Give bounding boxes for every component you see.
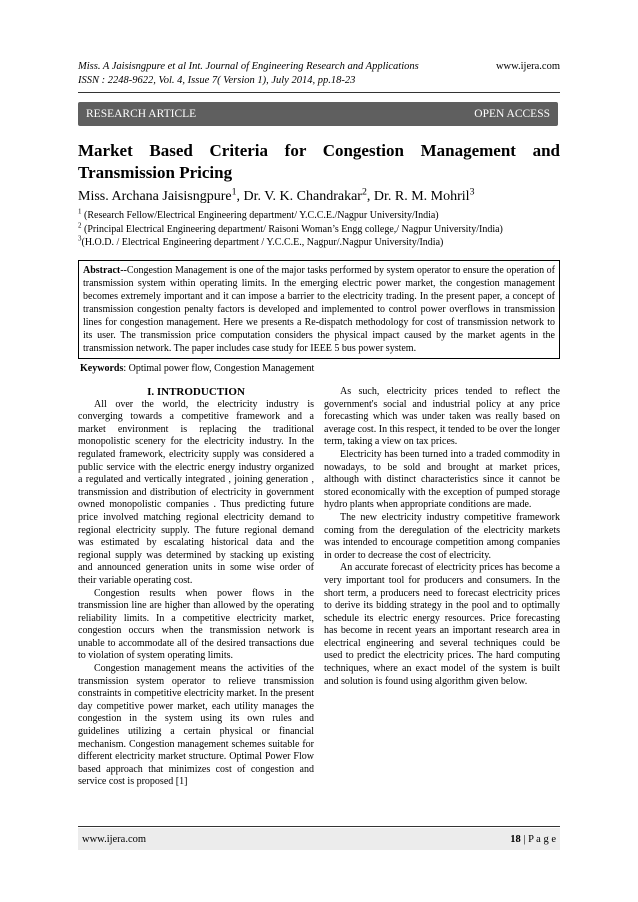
paper-title: Market Based Criteria for Congestion Management and Transmission Pricing bbox=[78, 141, 560, 182]
abstract-text: Congestion Management is one of the major tasks performed by system operator to ensure the operation of transmission system within operating limits. In the emerging electric power market, the congestion management becomes extremely important and it can impose a barrier to the electricity trading. In the present paper, a concept of transmission congestion penalty factors is developed and implemented to control power overflows in transmission lines for congestion management. Here we presents a Re-dispatch methodology for cost of transmission network to its user. The transmission price computation considers the physical impact caused by the market agents in the transmission network. The paper includes case study for IEEE 5 bus power system. bbox=[83, 265, 555, 354]
affiliation-3: $^3$(H.O.D. / Electrical Engineering department / Y.C.C.E., Nagpur/.Nagpur University/India) bbox=[78, 234, 444, 248]
header-website: www.ijera.com bbox=[495, 61, 560, 72]
page-footer bbox=[78, 828, 560, 850]
journal-citation bbox=[78, 60, 498, 88]
affiliations bbox=[78, 209, 560, 250]
research-article-label: RESEARCH ARTICLE bbox=[86, 108, 197, 120]
footer-website: www.ijera.com bbox=[82, 833, 147, 845]
journal-line-1: Miss. A Jaisisngpure et al Int. Journal of Engineering Research and Applications bbox=[78, 61, 419, 72]
abstract-box bbox=[78, 260, 560, 359]
left-column bbox=[78, 386, 314, 789]
author-list bbox=[78, 188, 560, 206]
affiliation-2: $^2$ (Principal Electrical Engineering department/ Raisoni Woman’s Engg college,/ Nagpur University/India) bbox=[78, 221, 503, 235]
keywords-text: : Optimal power flow, Congestion Management bbox=[123, 363, 315, 374]
affiliation-1: $^1$ (Research Fellow/Electrical Engineering department/ Y.C.C.E./Nagpur University/India) bbox=[78, 207, 439, 221]
journal-line-2: ISSN : 2248-9622, Vol. 4, Issue 7( Version 1), July 2014, pp.18-23 bbox=[78, 75, 356, 86]
paragraph: The new electricity industry competitive framework coming from the deregulation of the electricity markets was intended to encourage competition among companies in order to decrease the cost of electricity. bbox=[324, 511, 560, 561]
author-3: , Dr. R. M. Mohril bbox=[366, 189, 470, 204]
header-divider bbox=[78, 92, 560, 93]
abstract-label: Abstract-- bbox=[83, 265, 127, 276]
paragraph: All over the world, the electricity industry is converging towards a competitive framework and a market environment is replacing the traditional monopolistic scenery for the electricity industry. In the regulated framework, electricity supply was considered a public service with the electric energy industry organized a regulated and vertically integrated , joining generation , transmission and distribution of electricity in government owned monopolistic companies . Thus predicting future price involved matching regional electricity demand to regional electricity supply. The future regional demand was estimated by escalating historical data and the regional supply was determined by stacking up existing and announced generation units in some wise order of their variable operating cost. bbox=[78, 398, 314, 586]
open-access-label: OPEN ACCESS bbox=[474, 108, 550, 120]
paragraph: An accurate forecast of electricity prices has become a very important tool for producers and consumers. In the short term, a producers need to forecast electricity prices to derive its bidding strategy in the pool and to optimally schedule its electric energy resources. Price forecasting has become in recent years an important research area in electrical engineering and several techniques could be used to predict the electricity prices. The hard computing techniques, where an exact model of the system is built and solution is found using algorithm given below. bbox=[324, 562, 560, 687]
paragraph: As such, electricity prices tended to reflect the government's social and industrial policy at any price forecasting which was under taken was really based on average cost. In this respect, it tended to be over the longer term, taking a view on tax prices. bbox=[324, 386, 560, 448]
paragraph: Congestion results when power flows in the transmission line are higher than allowed by the operating reliability limits. In a competitive electricity market, congestion occurs when the transmission network is unable to accommodate all of the desired transactions due to violation of system operating limits. bbox=[78, 587, 314, 662]
author-3-sup: 3 bbox=[469, 186, 475, 198]
article-type-banner bbox=[78, 102, 558, 126]
section-heading-introduction: I. INTRODUCTION bbox=[147, 386, 245, 398]
right-column bbox=[324, 386, 560, 688]
author-1: Miss. Archana Jaisisngpure bbox=[78, 189, 232, 204]
author-2-sup: 2 bbox=[361, 186, 367, 198]
page-number: 18 | P a g e bbox=[510, 833, 556, 845]
author-1-sup: 1 bbox=[231, 186, 237, 198]
footer-divider bbox=[78, 826, 560, 827]
author-2: , Dr. V. K. Chandrakar bbox=[236, 189, 362, 204]
keywords bbox=[80, 362, 562, 375]
keywords-label: Keywords bbox=[80, 363, 124, 374]
paragraph: Congestion management means the activities of the transmission system operator to relieve transmission constraints in competitive electricity market. In the present day competitive power market, each utility manages the congestion in the system using its own rules and guidelines utilizing a certain physical or financial mechanism. Congestion management schemes suitable for different electricity market structure. Optimal Power Flow based approach that minimizes cost of congestion and service cost is proposed [1] bbox=[78, 663, 314, 788]
paragraph: Electricity has been turned into a traded commodity in nowadays, to be sold and brought at market prices, although with distinct characteristics since it cannot be stored economically with the exception of pumped storage hydro plants when appropriate conditions are made. bbox=[324, 448, 560, 511]
